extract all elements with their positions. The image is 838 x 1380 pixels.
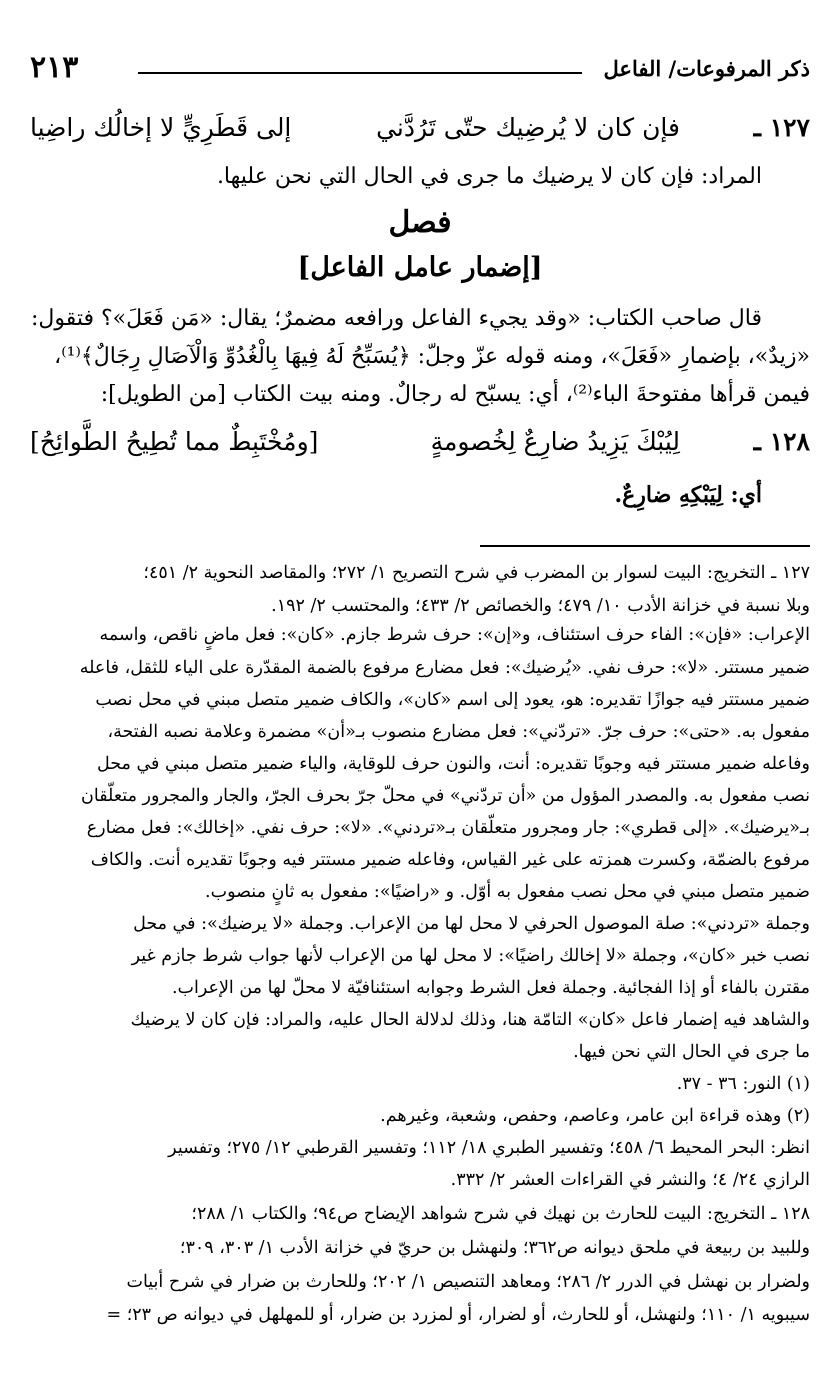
footnote-line: بـ«يرضيك». «إلى قطري»: جار ومجرور متعلّقان بـ«تردني». «لا»: حرف نفي. «إخالك»: فعل مضارع: [86, 818, 810, 838]
section-title: فصل: [388, 205, 452, 240]
footnote-line: (١) النور: ٣٦ - ٣٧.: [676, 1074, 810, 1094]
verse-hemistich-second: [ومُخْتَبِطٌ مما تُطِيحُ الطَّوائِحُ]: [30, 427, 319, 456]
footnote-line: (٢) وهذه قراءة ابن عامر، وعاصم، وحفص، وشعبة، وغيرهم.: [380, 1106, 810, 1126]
verse-128: [30, 427, 810, 471]
footnote-line: ولضرار بن نهشل في الدرر ٢/ ٢٨٦؛ ومعاهد التنصيص ١/ ٢٠٢؛ وللحارث بن ضرار في شرح أبيات: [126, 1272, 810, 1292]
footnote-line: نصب خبر «كان»، وجملة «لا إخالك راضيًا»: لا محل لها من الإعراب لأنها جواب شرط جازم غير: [131, 946, 810, 966]
footnote-line: والشاهد فيه إضمار فاعل «كان» التامّة هنا، وذلك لدلالة الحال عليه، والمراد: فإن كان لا يرضيك: [130, 1010, 810, 1030]
body-line: قال صاحب الكتاب: «وقد يجيء الفاعل ورافعه مضمرٌ؛ يقال: «مَن فَعَلَ»؟ فتقول:: [30, 306, 762, 331]
footnote-line: ضمير مستتر فيه جوازًا تقديره: هو، يعود إلى اسم «كان»، والكاف ضمير متصل مبني في محل نصب: [95, 690, 810, 710]
footnote-line: وفاعله ضمير مستتر فيه وجوبًا تقديره: أنت، والنون حرف للوقاية، والياء ضمير متصل مبني في محل: [96, 754, 810, 774]
verse-meaning: المراد: فإن كان لا يرضيك ما جرى في الحال التي نحن عليها.: [216, 164, 762, 189]
footnote-line: مقترن بالفاء أو إذا الفجائية. وجملة فعل الشرط وجوابه استئنافيّة لا محلّ لها من الإعراب.: [171, 978, 810, 998]
section-subtitle: [إضمار عامل الفاعل]: [297, 252, 543, 283]
page-number: ٢١٣: [30, 50, 79, 85]
footnote-line: ضمير مستتر. «لا»: حرف نفي. «يُرضيك»: فعل مضارع مرفوع بالضمة المقدّرة على الياء للثقل، فاعله: [79, 658, 810, 678]
footnote-line: سيبويه ١/ ١١٠؛ ولنهشل، أو للحارث، أو لضرار، أو لمزرد بن ضرار، أو للمهلهل في ديوانه ص ٢٣؛ =: [106, 1305, 810, 1325]
body-line: فيمن قرأها مفتوحةَ الباء⁽²⁾، أي: يسبّح له رجالٌ. ومنه بيت الكتاب [من الطويل]:: [100, 382, 810, 407]
footnote-line: ١٢٧ ـ التخريج: البيت لسوار بن المضرب في شرح التصريح ١/ ٢٧٢؛ والمقاصد النحوية ٢/ ٤٥١؛: [143, 563, 810, 583]
footnote-line: انظر: البحر المحيط ٦/ ٤٥٨؛ وتفسير الطبري ١٨/ ١١٢؛ وتفسير القرطبي ١٢/ ٢٧٥؛ وتفسير: [168, 1138, 810, 1158]
verse-127: [30, 113, 810, 157]
footnote-line: وللبيد بن ربيعة في ملحق ديوانه ص٣٦٢؛ ولنهشل بن حريّ في خزانة الأدب ١/ ٣٠٣، ٣٠٩؛: [179, 1238, 810, 1258]
running-header: [30, 50, 810, 90]
body-line: «زيدٌ»، بإضمارِ «فَعَلَ»، ومنه قوله عزّ وجلّ: ﴿يُسَبِّحُ لَهُ فِيهَا بِالْغُدُوِّ وَالْآصَالِ رِجَالٌ﴾⁽¹⁾،: [54, 344, 810, 369]
verse-number: ١٢٧ ـ: [753, 113, 810, 142]
footnote-separator: [480, 545, 810, 547]
verse-hemistich-first: فإن كان لا يُرضِيك حتّى تَرُدَّني: [376, 113, 680, 142]
footnote-line: ما جرى في الحال التي نحن فيها.: [573, 1042, 810, 1062]
footnote-line: الرازي ٢٤/ ٤؛ والنشر في القراءات العشر ٢/ ٣٣٢.: [450, 1170, 810, 1190]
verse-meaning: أي: لِيَبْكِهِ ضارِعٌ.: [614, 482, 762, 508]
header-title: ذكر المرفوعات/ الفاعل: [603, 56, 810, 81]
footnote-line: وبلا نسبة في خزانة الأدب ١٠/ ٤٧٩؛ والخصائص ٢/ ٤٣٣؛ والمحتسب ٢/ ١٩٢.: [271, 596, 810, 616]
footnote-line: الإعراب: «فإن»: الفاء حرف استئناف، و«إن»: حرف شرط جازم. «كان»: فعل ماضٍ ناقص، واسمه: [99, 625, 810, 645]
footnote-line: نصب مفعول به. والمصدر المؤول من «أن تردّني» في محلّ جرّ بحرف الجرّ، والجار والمجرور متعلّقان: [81, 786, 810, 806]
footnote-line: وجملة «تردني»: صلة الموصول الحرفي لا محل لها من الإعراب. وجملة «لا يرضيك»: في محل: [133, 914, 810, 934]
footnote-line: مفعول به. «حتى»: حرف جرّ. «تردّني»: فعل مضارع منصوب بـ«أن» مضمرة وعلامة نصبه الفتحة،: [107, 722, 810, 742]
header-rule: [138, 72, 582, 74]
footnote-line: مرفوع بالضمّة، وكسرت همزته على غير القياس، وفاعله ضمير مستتر فيه وجوبًا تقديره أنت. والكاف: [90, 850, 810, 870]
footnote-line: ضمير متصل مبني في محل نصب مفعول به أوّل. و «راضيًا»: مفعول به ثانٍ منصوب.: [205, 882, 810, 902]
verse-hemistich-first: لِيُبْكَ يَزِيدُ ضارِعٌ لِخُصومةٍ: [430, 427, 680, 456]
verse-number: ١٢٨ ـ: [753, 427, 810, 456]
footnote-line: ١٢٨ ـ التخريج: البيت للحارث بن نهيك في شرح شواهد الإيضاح ص٩٤؛ والكتاب ١/ ٢٨٨؛: [191, 1204, 810, 1224]
verse-hemistich-second: إلى قَطَرِيٍّ لا إخالُك راضِيا: [30, 113, 292, 142]
